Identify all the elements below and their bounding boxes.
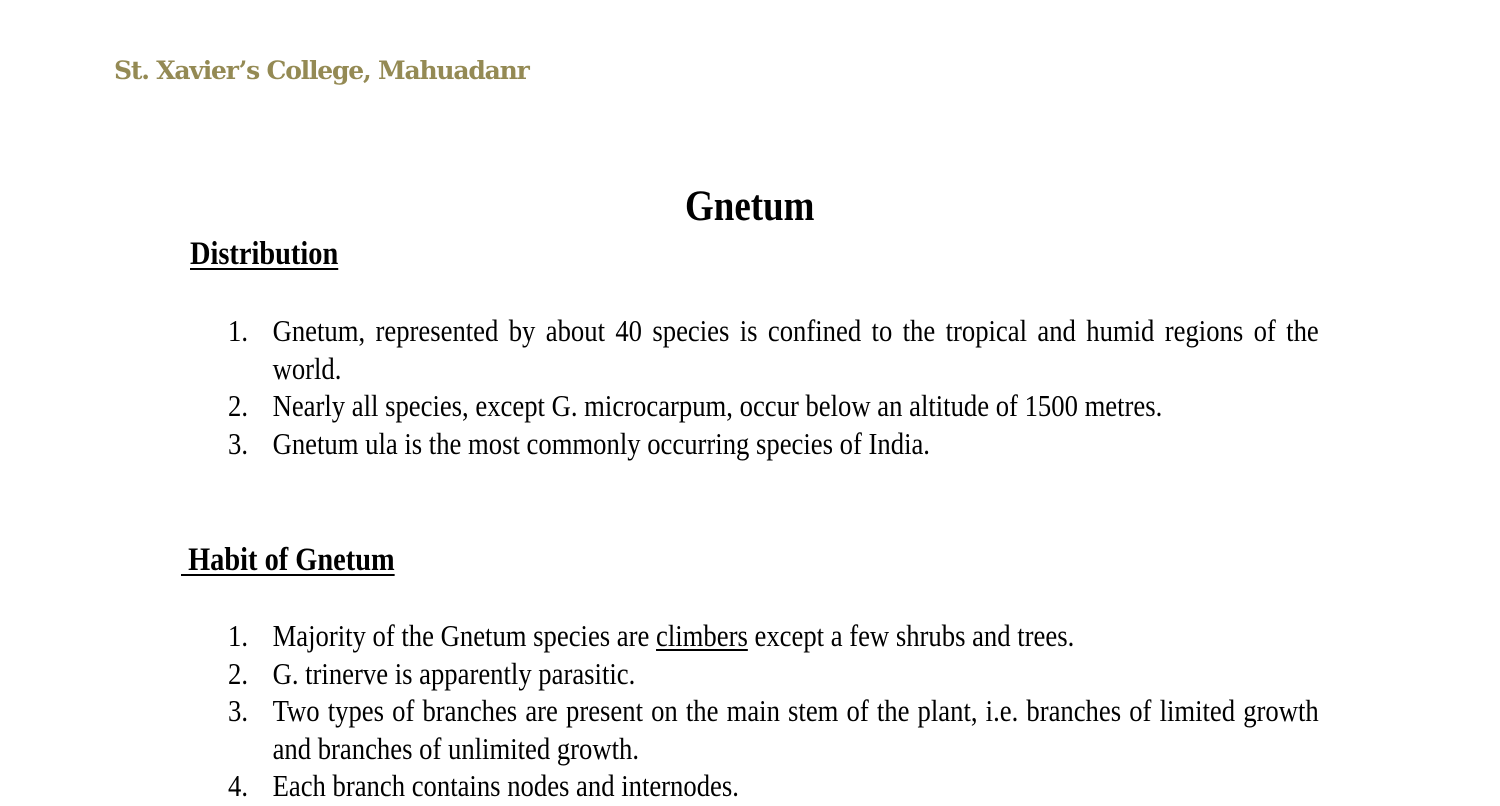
list-number: 2. — [228, 656, 248, 691]
list-item — [228, 388, 1319, 426]
list-item-text: Each branch contains nodes and internodes. — [272, 769, 739, 804]
list-number: 4. — [228, 769, 248, 804]
list-number: 1. — [228, 619, 248, 653]
text-segment: Majority of the Gnetum species are — [272, 619, 657, 653]
list-item — [228, 618, 1319, 656]
list-item — [228, 426, 1319, 464]
list-number: 3. — [228, 426, 248, 461]
list-number: 2. — [228, 389, 248, 424]
list-number: 1. — [228, 314, 248, 348]
list-item — [228, 693, 1319, 768]
list-item-text: Nearly all species, except G. microcarpum, occur below an altitude of 1500 metres. — [272, 389, 1163, 424]
list-item — [228, 768, 1319, 806]
underlined-term-climbers: climbers — [656, 619, 748, 653]
habit-list — [228, 618, 1319, 806]
list-item-text: Two types of branches are present on the main stem of the plant, i.e. branches of limited growth and branches of unlimited growth. — [272, 694, 1319, 766]
section-heading-habit: Habit of Gnetum — [181, 542, 395, 578]
list-item — [228, 656, 1319, 694]
list-item — [228, 313, 1319, 388]
list-number: 3. — [228, 694, 248, 729]
distribution-list — [228, 313, 1319, 463]
list-item-text: Gnetum, represented by about 40 species is confined to the tropical and humid regions of the world. — [272, 314, 1319, 386]
text-segment: except a few shrubs and trees. — [747, 619, 1075, 653]
document-title: Gnetum — [685, 183, 815, 230]
section-heading-distribution: Distribution — [190, 236, 339, 272]
list-item-text: G. trinerve is apparently parasitic. — [272, 656, 636, 691]
list-item-text: Gnetum ula is the most commonly occurring species of India. — [272, 426, 930, 461]
list-item-text — [273, 618, 1319, 656]
college-header: St. Xavier’s College, Mahuadanr — [114, 56, 529, 85]
